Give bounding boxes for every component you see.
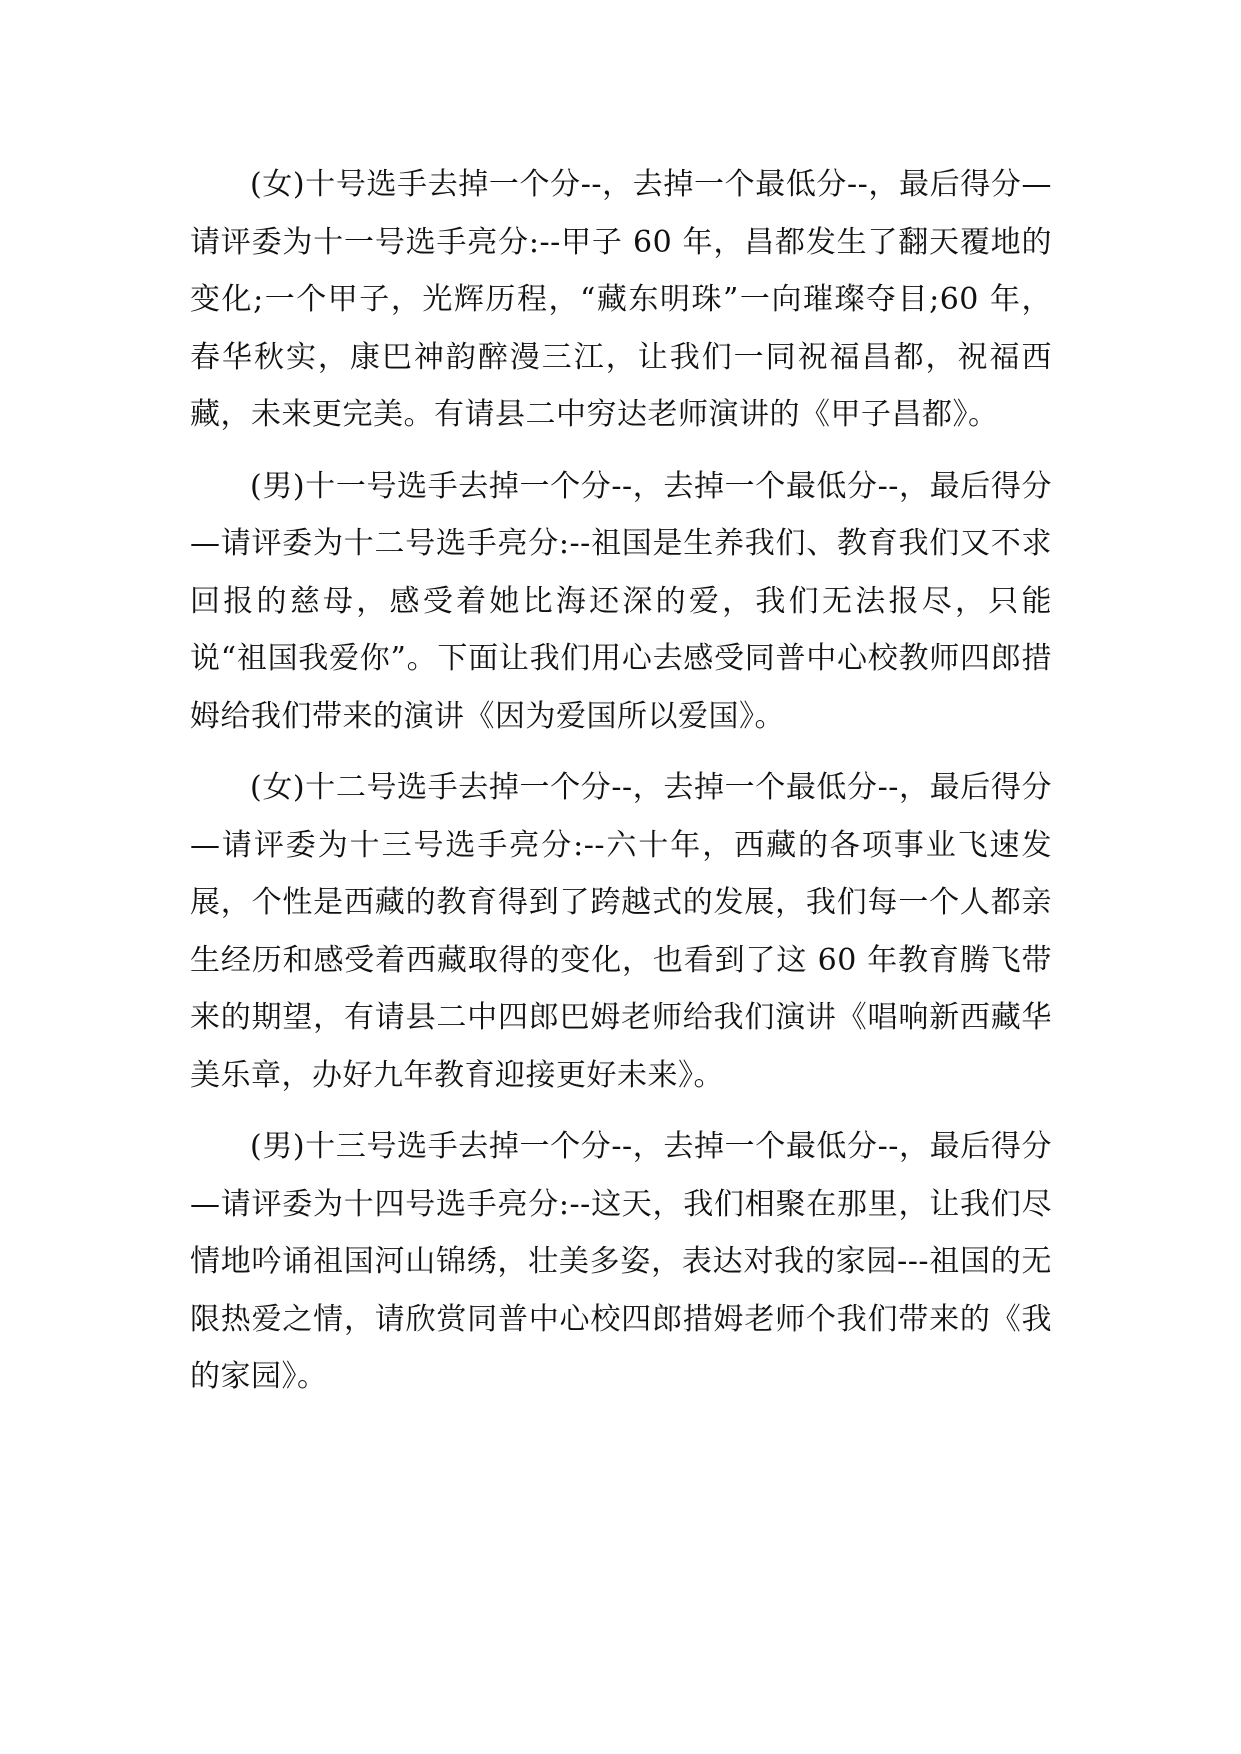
- paragraph-4: (男)十三号选手去掉一个分--，去掉一个最低分--，最后得分—请评委为十四号选手亮分:--这天，我们相聚在那里，让我们尽情地吟诵祖国河山锦绣，壮美多姿，表达对我的家园---祖国的无限热爱之情，请欣赏同普中心校四郎措姆老师个我们带来的《我的家园》。: [190, 1129, 1052, 1394]
- paragraph-3: (女)十二号选手去掉一个分--，去掉一个最低分--，最后得分—请评委为十三号选手亮分:--六十年，西藏的各项事业飞速发展，个性是西藏的教育得到了跨越式的发展，我们每一个人都亲生经历和感受着西藏取得的变化，也看到了这 60 年教育腾飞带来的期望，有请县二中四郎巴姆老师给我们演讲《唱响新西藏华美乐章，办好九年教育迎接更好未来》。: [190, 770, 1052, 1093]
- document-page: [190, 156, 1052, 1420]
- paragraph-1: (女)十号选手去掉一个分--，去掉一个最低分--，最后得分—请评委为十一号选手亮分:--甲子 60 年，昌都发生了翻天覆地的变化;一个甲子，光辉历程，“藏东明珠”一向璀璨夺目;60 年，春华秋实，康巴神韵醉漫三江，让我们一同祝福昌都，祝福西藏，未来更完美。有请县二中穷达老师演讲的《甲子昌都》。: [190, 167, 1052, 432]
- paragraph-2: (男)十一号选手去掉一个分--，去掉一个最低分--，最后得分—请评委为十二号选手亮分:--祖国是生养我们、教育我们又不求回报的慈母，感受着她比海还深的爱，我们无法报尽，只能说“祖国我爱你”。下面让我们用心去感受同普中心校教师四郎措姆给我们带来的演讲《因为爱国所以爱国》。: [190, 468, 1052, 734]
